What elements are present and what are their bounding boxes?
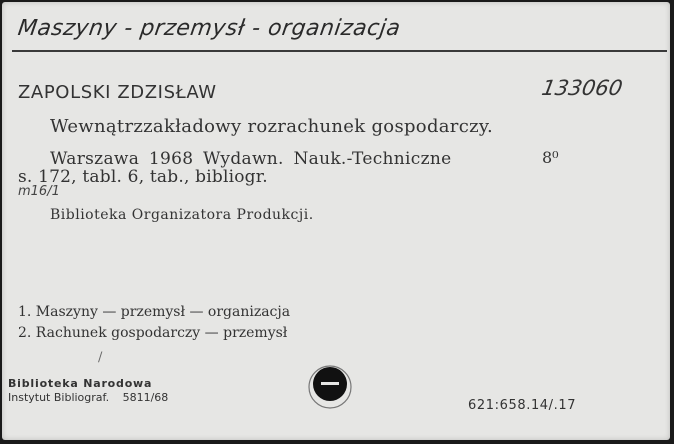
shelfmark: 133060 xyxy=(539,76,625,100)
classmark: 621:658.14/.17 xyxy=(468,398,577,413)
publisher-block xyxy=(8,377,168,405)
author: ZAPOLSKI ZDZISŁAW xyxy=(18,82,217,103)
catalog-card xyxy=(2,2,670,440)
card-heading: Maszyny - przemysł - organizacja xyxy=(16,16,403,41)
handwritten-note: m16/1 xyxy=(18,184,60,199)
library-name: Biblioteka Narodowa xyxy=(8,377,153,390)
subject-item: 1. Maszyny — przemysł — organizacja xyxy=(18,304,291,320)
library-stamp-icon xyxy=(307,364,353,410)
title: Wewnątrzzakładowy rozrachunek gospodarczy. xyxy=(50,116,493,137)
subject-list xyxy=(18,302,290,344)
publisher-code: 5811/68 xyxy=(122,391,169,404)
format: 8⁰ xyxy=(542,148,559,167)
institute-name: Instytut Bibliograf. xyxy=(8,391,110,404)
imprint: Warszawa 1968 Wydawn. Nauk.-Techniczne xyxy=(50,149,452,169)
pagination: s. 172, tabl. 6, tab., bibliogr. xyxy=(18,167,268,187)
subject-item: 2. Rachunek gospodarczy — przemysł xyxy=(18,325,288,341)
institute-line xyxy=(8,391,168,405)
series: Biblioteka Organizatora Produkcji. xyxy=(50,207,314,223)
heading-rule xyxy=(12,50,667,52)
pencil-mark: / xyxy=(98,350,103,365)
